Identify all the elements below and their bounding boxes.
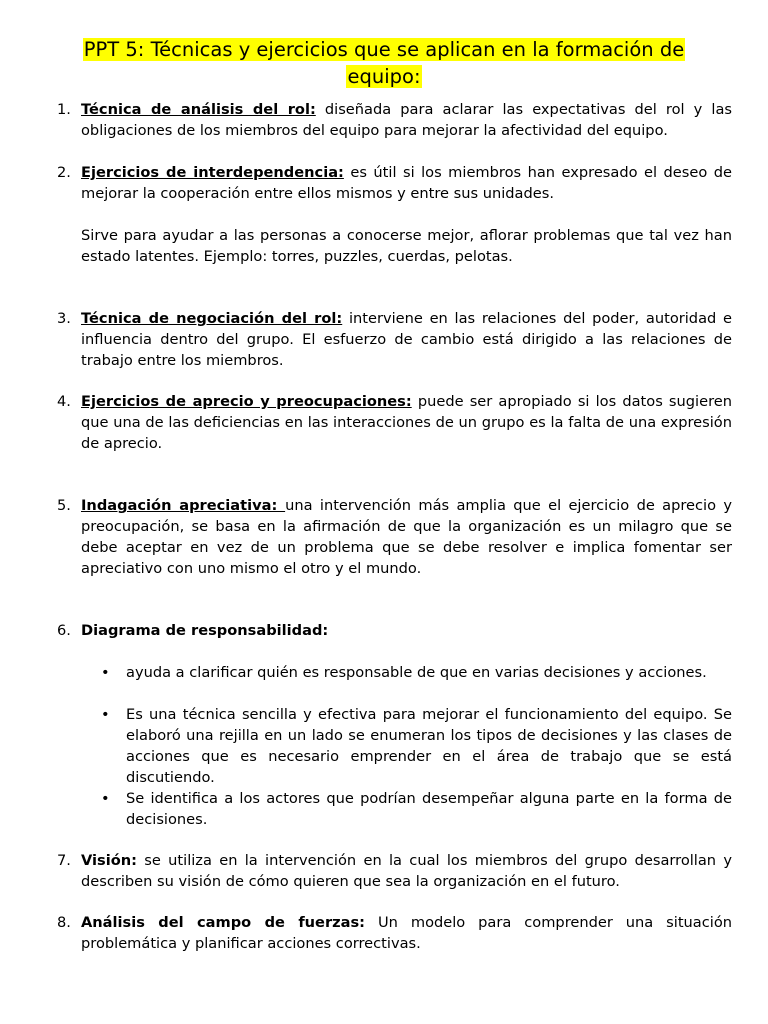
item-text: interviene en las relaciones del poder, autoridad e influencia dentro del grupo. El esfuerzo de cambio está dirigido a las relaciones de trabajo entre los miembros. [81,310,732,369]
item-number: 6. [57,622,71,639]
item-number: 4. [57,393,71,410]
item-term: Ejercicios de interdependencia: [81,164,344,181]
item-number: 1. [57,101,71,118]
item-number: 7. [57,852,71,869]
item-term: Análisis del campo de fuerzas: [81,914,366,931]
list-item-2-paragraph [81,225,732,267]
item-term: Ejercicios de aprecio y preocupaciones: [81,393,412,410]
item-text: puede ser apropiado si los datos sugieren que una de las deficiencias en las interacciones de un grupo es la falta de una expresión de aprecio. [81,393,732,452]
item-number: 5. [57,497,71,514]
item-term: Indagación apreciativa: [81,497,286,514]
item-text: es útil si los miembros han expresado el deseo de mejorar la cooperación entre ellos mismos y entre sus unidades. [81,164,733,202]
bullet-icon: • [101,790,110,807]
list-item-2 [57,162,733,204]
bullet-icon: • [101,664,110,681]
list-item-4 [57,391,732,454]
item-number: 3. [57,310,71,327]
bullet-list [81,662,732,683]
item-number: 2. [57,164,71,181]
item-term: Diagrama de responsabilidad: [81,622,329,639]
title-highlight-line2: equipo: [347,65,421,88]
bullet-item-2 [81,704,732,788]
list-item-5 [57,495,732,579]
item-text: se utiliza en la intervención en la cual los miembros del grupo desarrollan y describen su visión de cómo quieren que sea la organización en el futuro. [81,852,732,890]
bullet-list [81,704,732,830]
bullet-text: Se identifica a los actores que podrían desempeñar alguna parte en la forma de decisiones. [126,790,732,828]
item-term: Visión: [81,852,137,869]
item-term: Técnica de negociación del rol: [81,310,343,327]
list-item-3 [57,308,732,371]
item-term: Técnica de análisis del rol: [81,101,316,118]
list-item-8 [57,912,732,954]
item-text: Sirve para ayudar a las personas a conocerse mejor, aflorar problemas que tal vez han estado latentes. Ejemplo: torres, puzzles, cuerdas, pelotas. [81,227,732,265]
bullet-item-3 [81,788,732,830]
bullet-text: Es una técnica sencilla y efectiva para mejorar el funcionamiento del equipo. Se elaboró una rejilla en un lado se enumeran los tipos de decisiones y las clases de acciones que es necesario emprender en el área de trabajo que se está discutiendo. [126,706,732,786]
document-title [60,36,708,90]
item-text: Un modelo para comprender una situación problemática y planificar acciones correctivas. [81,914,732,952]
item-text: diseñada para aclarar las expectativas del rol y las obligaciones de los miembros del equipo para mejorar la afectividad del equipo. [81,101,732,139]
item-number: 8. [57,914,71,931]
bullet-text: ayuda a clarificar quién es responsable de que en varias decisiones y acciones. [126,664,707,681]
list-item-6 [57,620,732,641]
list-item-1 [57,99,732,141]
list-item-7 [57,850,732,892]
title-highlight-line1: PPT 5: Técnicas y ejercicios que se aplican en la formación de [83,38,685,61]
bullet-icon: • [101,706,110,723]
item-text: una intervención más amplia que el ejercicio de aprecio y preocupación, se basa en la afirmación de que la organización es un milagro que se debe aceptar en vez de un problema que se debe resolver e implica fomentar ser apreciativo con uno mismo el otro y el mundo. [81,497,732,577]
bullet-item-1 [81,662,732,683]
